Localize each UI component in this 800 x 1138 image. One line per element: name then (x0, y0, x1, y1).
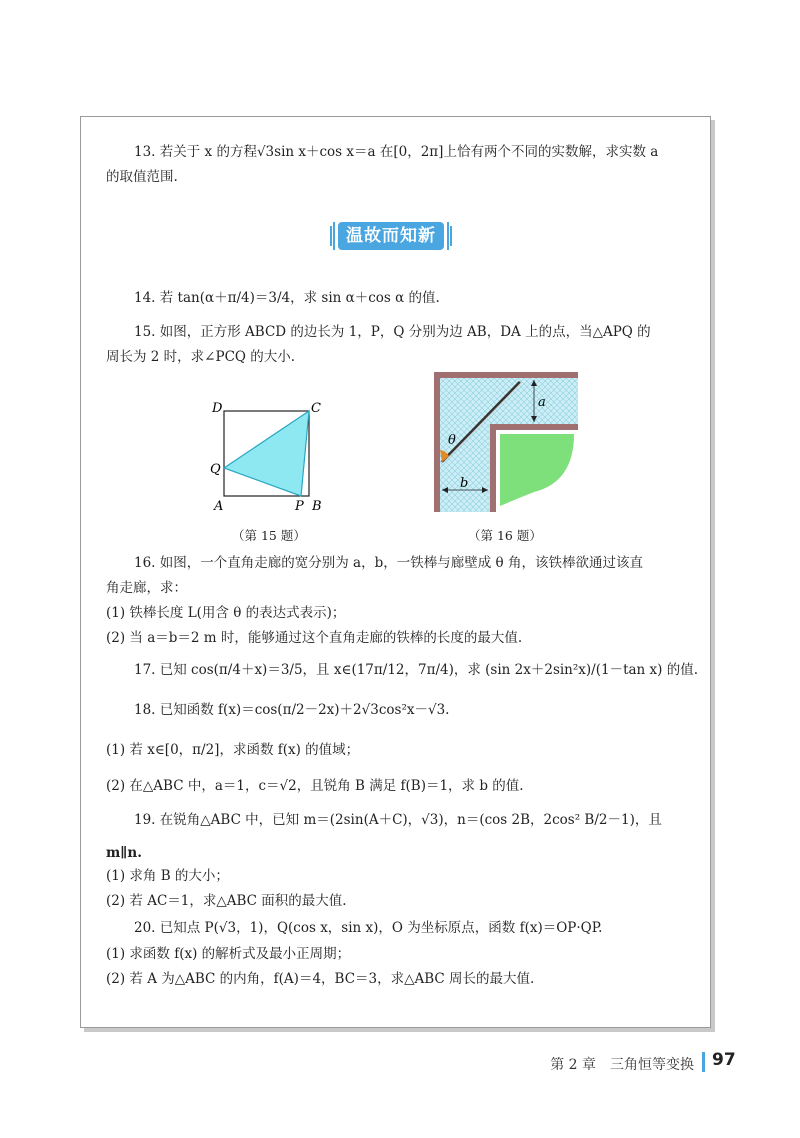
section-banner (330, 218, 452, 254)
inner-wall-top (490, 424, 578, 430)
outer-wall-top (434, 372, 578, 378)
inner-wall-left (490, 424, 496, 512)
problem-15-line-2: 周长为 2 时，求∠PCQ 的大小. (106, 349, 296, 365)
problem-13-line-1: 13. 若关于 x 的方程√3sin x＋cos x＝a 在[0，2π]上恰有两个不同的实数解，求实数 a (134, 144, 659, 160)
problem-20: 20. 已知点 P(√3，1)，Q(cos x，sin x)，O 为坐标原点，函数 f(x)＝OP·QP. (134, 920, 603, 936)
problem-18: 18. 已知函数 f(x)＝cos(π/2－2x)＋2√3cos²x－√3. (134, 702, 450, 718)
problem-16-sub-2: (2) 当 a＝b＝2 m 时，能够通过这个直角走廊的铁棒的长度的最大值. (106, 630, 523, 646)
problem-20-sub-2: (2) 若 A 为△ABC 的内角，f(A)＝4，BC＝3，求△ABC 周长的最大值. (106, 971, 535, 987)
figure-15-caption: （第 15 题） (232, 528, 306, 543)
problem-16-line-2: 角走廊，求： (106, 580, 187, 596)
problem-18-sub-1: (1) 若 x∈[0，π/2]，求函数 f(x) 的值域； (106, 742, 360, 758)
problem-13-line-2: 的取值范围. (106, 169, 178, 185)
figure-15-square-diagram (200, 396, 330, 516)
problem-16-sub-1: (1) 铁棒长度 L(用含 θ 的表达式表示)； (106, 605, 346, 621)
problem-19-sub-2: (2) 若 AC＝1，求△ABC 面积的最大值. (106, 893, 347, 909)
problem-20-sub-1: (1) 求函数 f(x) 的解析式及最小正周期； (106, 946, 351, 962)
label-a: A (214, 499, 224, 514)
problem-18-sub-2: (2) 在△ABC 中，a＝1，c＝√2，且锐角 B 满足 f(B)＝1，求 b 的值. (106, 778, 524, 794)
label-d: D (212, 401, 223, 416)
outer-wall-left (434, 372, 440, 512)
figure-16-caption: （第 16 题） (468, 528, 542, 543)
problem-14: 14. 若 tan(α＋π/4)＝3/4，求 sin α＋cos α 的值. (134, 290, 440, 306)
label-c: C (311, 401, 321, 416)
problem-19-line-1: 19. 在锐角△ABC 中，已知 m＝(2sin(A＋C)，√3)，n＝(cos 2B，2cos² B/2－1)，且 (134, 812, 662, 828)
label-b: B (312, 499, 322, 514)
figure-16-corridor-diagram (434, 372, 578, 512)
label-theta: θ (448, 433, 456, 448)
problem-17: 17. 已知 cos(π/4＋x)＝3/5，且 x∈(17π/12，7π/4)，求 (sin 2x＋2sin²x)/(1－tan x) 的值. (134, 662, 699, 678)
footer-accent-bar (702, 1052, 705, 1072)
page-number: 97 (712, 1050, 736, 1070)
footer-chapter: 第 2 章 三角恒等变换 (550, 1057, 694, 1073)
label-a-dim: a (538, 395, 546, 410)
banner-left-deco (330, 218, 336, 254)
problem-19-sub-1: (1) 求角 B 的大小； (106, 868, 229, 884)
label-q: Q (210, 462, 221, 477)
label-b-dim: b (460, 476, 469, 491)
problem-19-line-2: m∥n. (106, 845, 142, 861)
banner-right-deco (446, 218, 452, 254)
triangle-pcq (224, 411, 309, 496)
label-p: P (295, 499, 304, 514)
problem-16-line-1: 16. 如图，一个直角走廊的宽分别为 a，b，一铁棒与廊壁成 θ 角，该铁棒欲通过该直 (134, 555, 643, 571)
section-title: 温故而知新 (346, 226, 436, 246)
problem-15-line-1: 15. 如图，正方形 ABCD 的边长为 1，P，Q 分别为边 AB，DA 上的点，当△APQ 的 (134, 324, 651, 340)
